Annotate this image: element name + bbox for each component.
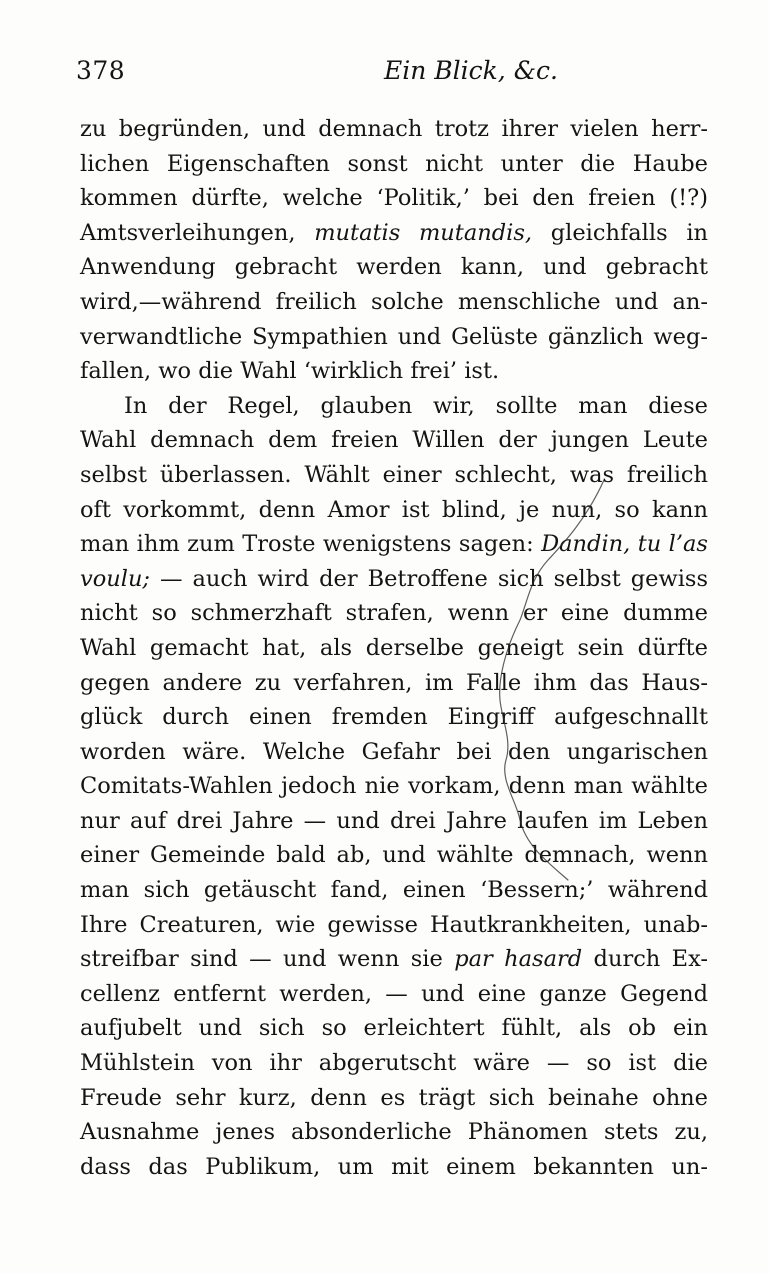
text-line: man sich getäuscht fand, einen ‘Bessern;’ während	[80, 877, 708, 904]
text-line	[80, 216, 708, 251]
text-line: kommen dürfte, welche ‘Politik,’ bei den freien (!?)	[80, 185, 708, 212]
text-line: glück durch einen fremden Eingriff aufgeschnallt	[80, 704, 708, 731]
text-line	[80, 942, 708, 977]
text-line: Ihre Creaturen, wie gewisse Hautkrankheiten, unab-	[80, 911, 708, 938]
running-title: Ein Blick, &c.	[384, 56, 558, 85]
text-line: aufjubelt und sich so erleichtert fühlt, als ob ein	[80, 1015, 708, 1042]
text-line: nicht so schmerzhaft strafen, wenn er eine dumme	[80, 600, 708, 627]
page-header	[76, 56, 712, 96]
text-line: fallen, wo die Wahl ‘wirklich frei’ ist.	[80, 358, 500, 385]
page-number: 378	[76, 56, 126, 85]
text-line: Freude sehr kurz, denn es trägt sich beinahe ohne	[80, 1084, 708, 1111]
text-line: lichen Eigenschaften sonst nicht unter die Haube	[80, 150, 708, 177]
text-line	[80, 527, 708, 562]
italic-phrase: Dandin, tu l’as	[541, 531, 708, 558]
italic-phrase: mutatis mutandis,	[314, 219, 533, 246]
text-line: zu begründen, und demnach trotz ihrer vielen herr-	[80, 116, 708, 142]
text-line: Mühlstein von ihr abgerutscht wäre — so ist die	[80, 1050, 708, 1077]
text-line: wird,—während freilich solche menschliche und an-	[80, 288, 708, 315]
text-run: — auch wird der Betroffene sich selbst gewiss	[150, 565, 708, 592]
text-line: Ausnahme jenes absonderliche Phänomen stets zu,	[80, 1119, 708, 1146]
text-line: worden wäre. Welche Gefahr bei den ungarischen	[80, 738, 708, 765]
text-line	[80, 562, 708, 597]
text-line: oft vorkommt, denn Amor ist blind, je nun, so kann	[80, 496, 708, 523]
italic-phrase: voulu;	[80, 565, 151, 592]
text-line: selbst überlassen. Wählt einer schlecht, was freilich	[80, 461, 708, 488]
text-line: gegen andere zu verfahren, im Falle ihm das Haus-	[80, 669, 708, 696]
text-line: Wahl demnach dem freien Willen der jungen Leute	[80, 427, 708, 454]
text-line: nur auf drei Jahre — und drei Jahre laufen im Leben	[80, 807, 708, 834]
text-run: durch Ex-	[582, 946, 708, 973]
text-line: dass das Publikum, um mit einem bekannten un-	[80, 1153, 708, 1180]
text-run: Amtsverleihungen,	[80, 219, 315, 246]
text-run: gleichfalls in	[532, 219, 709, 246]
text-line: verwandtliche Sympathien und Gelüste gänzlich weg-	[80, 323, 708, 350]
text-run: man ihm zum Troste wenigstens sagen:	[80, 531, 542, 558]
text-line: einer Gemeinde bald ab, und wählte demnach, wenn	[80, 842, 708, 869]
text-line: Anwendung gebracht werden kann, und gebracht	[80, 254, 708, 281]
text-line: Wahl gemacht hat, als derselbe geneigt sein dürfte	[80, 634, 708, 661]
text-line: Comitats-Wahlen jedoch nie vorkam, denn man wählte	[80, 773, 708, 800]
paragraph-first-line: In der Regel, glauben wir, sollte man diese	[124, 392, 708, 419]
text-line: cellenz entfernt werden, — und eine ganze Gegend	[80, 980, 708, 1007]
body-text	[80, 112, 708, 1184]
italic-phrase: par hasard	[454, 946, 583, 973]
text-run: streifbar sind — und wenn sie	[80, 946, 455, 973]
